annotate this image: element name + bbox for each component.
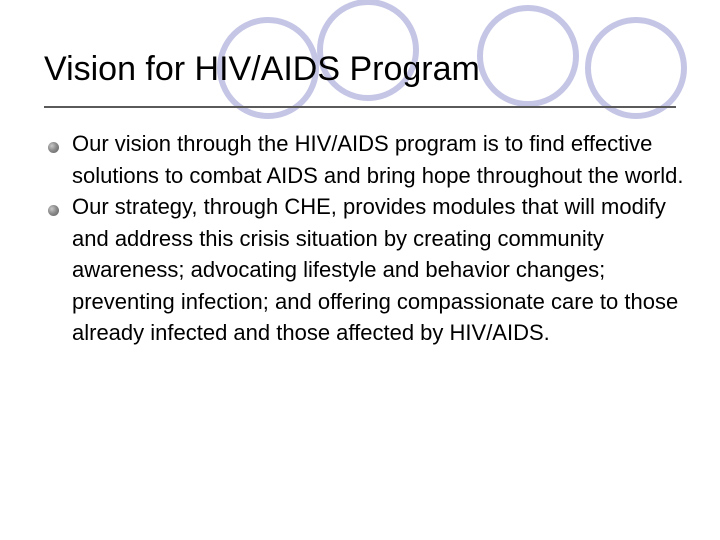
title-divider [44, 106, 676, 108]
bullet-dot-icon [48, 142, 59, 153]
decorative-circle-3 [480, 8, 576, 104]
bullet-dot-icon [48, 205, 59, 216]
bullet-list [44, 128, 684, 349]
slide-title: Vision for HIV/AIDS Program [44, 50, 480, 88]
bullet-item-vision [44, 128, 684, 191]
bullet-item-strategy [44, 191, 684, 349]
bullet-text: Our strategy, through CHE, provides modules that will modify and address this crisis situation by creating community awareness; advocating lifestyle and behavior changes; preventing infection; and offering compassionate care to those already infected and those affected by HIV/AIDS. [72, 194, 679, 345]
bullet-text: Our vision through the HIV/AIDS program is to find effective solutions to combat AIDS and bring hope throughout the world. [72, 131, 684, 188]
decorative-circle-4 [588, 20, 684, 116]
